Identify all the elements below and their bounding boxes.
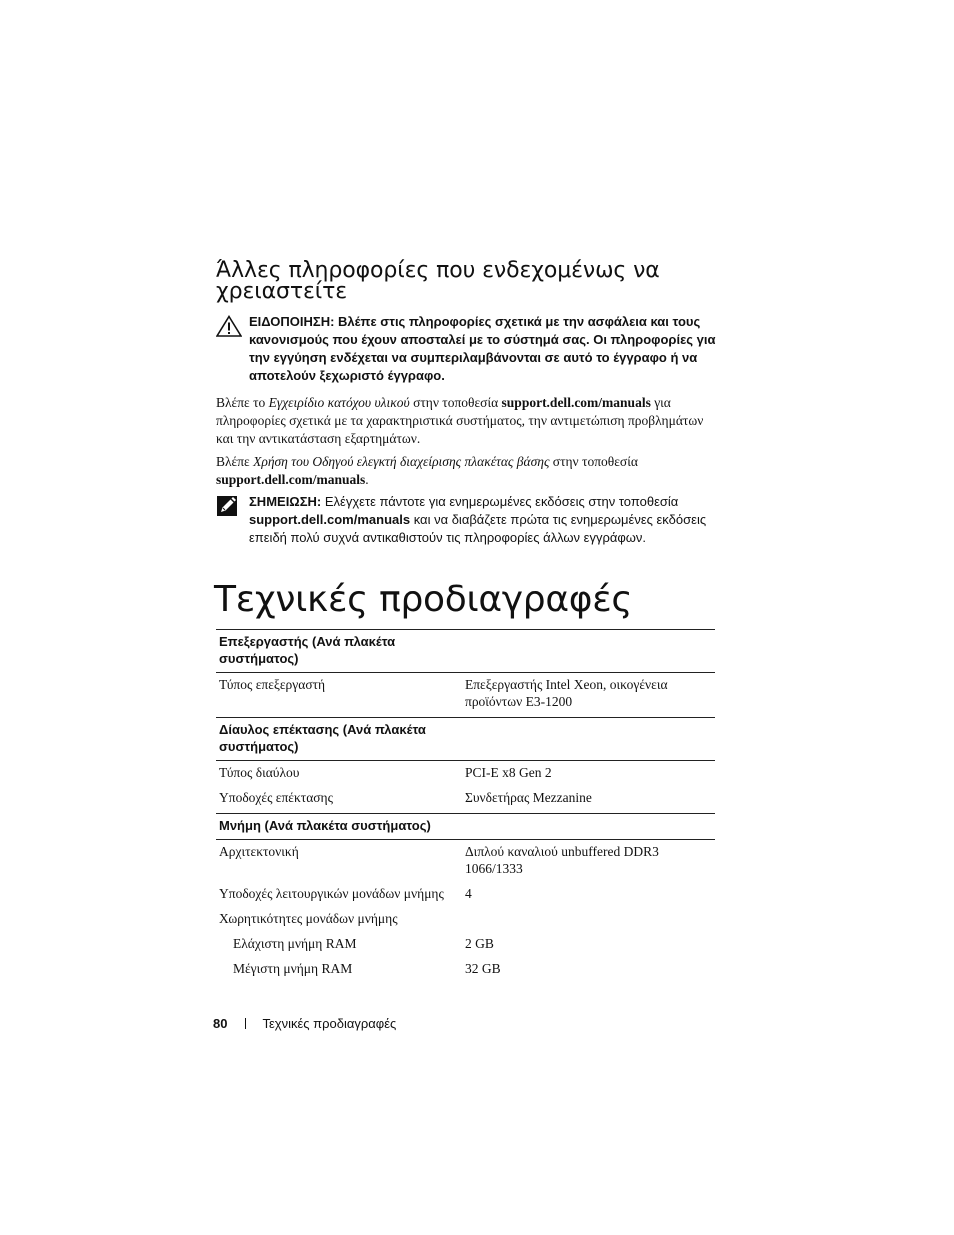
p1-manual-title: Εγχειρίδιο κατόχου υλικού: [268, 395, 410, 410]
warning-triangle-icon: [216, 315, 242, 342]
spec-value: 32 GB: [465, 961, 501, 976]
note-label: ΣΗΜΕΙΩΣΗ:: [249, 494, 322, 509]
p1-post: για πληροφορίες σχετικά με τα χαρακτηριστικά συστήματος, την αντιμετώπιση προβλημάτων και την αντικατάσταση εξαρτημάτων.: [216, 395, 704, 446]
p2-pre: Βλέπε: [216, 454, 254, 469]
spec-value: Επεξεργαστής Intel Xeon, οικογένεια προϊόντων E3-1200: [465, 677, 668, 709]
table-row: [216, 885, 715, 910]
bmc-guide-paragraph: [216, 453, 716, 489]
hardware-manual-paragraph: [216, 394, 716, 448]
spec-value: 4: [465, 886, 472, 901]
warning-body: Βλέπε στις πληροφορίες σχετικά με την ασφάλεια και τους κανονισμούς που έχουν αποσταλεί με το σύστημά σας. Οι πληροφορίες για την εγγύηση ενδέχεται να συμπεριλαμβάνονται σε αυτό το έγγραφο ή να αποτελούν ξεχωριστό έγγραφο.: [249, 314, 716, 383]
page-footer: [213, 1015, 396, 1033]
p2-support-link[interactable]: support.dell.com/manuals: [216, 472, 366, 487]
p2-guide-title: Χρήση του Οδηγού ελεγκτή διαχείρισης πλακέτας βάσης: [253, 454, 550, 469]
table-row: [216, 910, 715, 935]
note-post: και να διαβάζετε πρώτα τις ενημερωμένες εκδόσεις επειδή πολύ συχνά αντικαθιστούν τις πληροφορίες άλλων εγγράφων.: [249, 512, 707, 545]
warning-label: ΕΙΔΟΠΟΙΗΣΗ:: [249, 314, 335, 329]
p1-support-link[interactable]: support.dell.com/manuals: [501, 395, 651, 410]
warning-text: [249, 313, 716, 385]
spec-key: Τύπος επεξεργαστή: [219, 677, 326, 692]
note-notice: [216, 493, 716, 547]
p2-post: .: [365, 472, 369, 487]
p1-pre: Βλέπε το: [216, 395, 269, 410]
p1-mid: στην τοποθεσία: [409, 395, 502, 410]
page-title: Τεχνικές προδιαγραφές: [214, 579, 633, 620]
note-pencil-icon: [216, 495, 238, 522]
page-number: 80: [213, 1016, 228, 1031]
table-row: [216, 960, 715, 985]
table-row: [216, 676, 715, 718]
spec-table: [216, 630, 715, 985]
table-row: [216, 764, 715, 789]
spec-value: [465, 910, 715, 927]
section-heading: Άλλες πληροφορίες που ενδεχομένως να χρειαστείτε: [216, 258, 660, 304]
table-row: [216, 789, 715, 814]
spec-value: Διπλού καναλιού unbuffered DDR3 1066/1333: [465, 844, 659, 876]
p2-mid: στην τοποθεσία: [549, 454, 638, 469]
spec-section-heading: Επεξεργαστής (Ανά πλακέτα συστήματος): [216, 629, 715, 673]
spec-key: Τύπος διαύλου: [219, 765, 300, 780]
note-text: [249, 493, 716, 547]
note-support-link[interactable]: support.dell.com/manuals: [249, 512, 411, 527]
note-pre: Ελέγχετε πάντοτε για ενημερωμένες εκδόσεις στην τοποθεσία: [321, 494, 679, 509]
spec-key: Αρχιτεκτονική: [219, 844, 299, 859]
spec-value: Συνδετήρας Mezzanine: [465, 790, 592, 805]
footer-title: Τεχνικές προδιαγραφές: [262, 1016, 397, 1031]
spec-key: Ελάχιστη μνήμη RAM: [233, 936, 357, 951]
table-row: [216, 843, 715, 885]
warning-notice: [216, 313, 716, 385]
footer-divider: [245, 1018, 246, 1029]
spec-section-heading: Μνήμη (Ανά πλακέτα συστήματος): [216, 813, 715, 840]
spec-key: Υποδοχές επέκτασης: [219, 790, 333, 805]
table-row: [216, 935, 715, 960]
spec-key: Χωρητικότητες μονάδων μνήμης: [219, 911, 398, 926]
spec-value: PCI-E x8 Gen 2: [465, 765, 552, 780]
spec-key: Μέγιστη μνήμη RAM: [233, 961, 353, 976]
spec-section-heading: Δίαυλος επέκτασης (Ανά πλακέτα συστήματος): [216, 717, 715, 761]
spec-value: 2 GB: [465, 936, 494, 951]
spec-key: Υποδοχές λειτουργικών μονάδων μνήμης: [219, 886, 444, 901]
